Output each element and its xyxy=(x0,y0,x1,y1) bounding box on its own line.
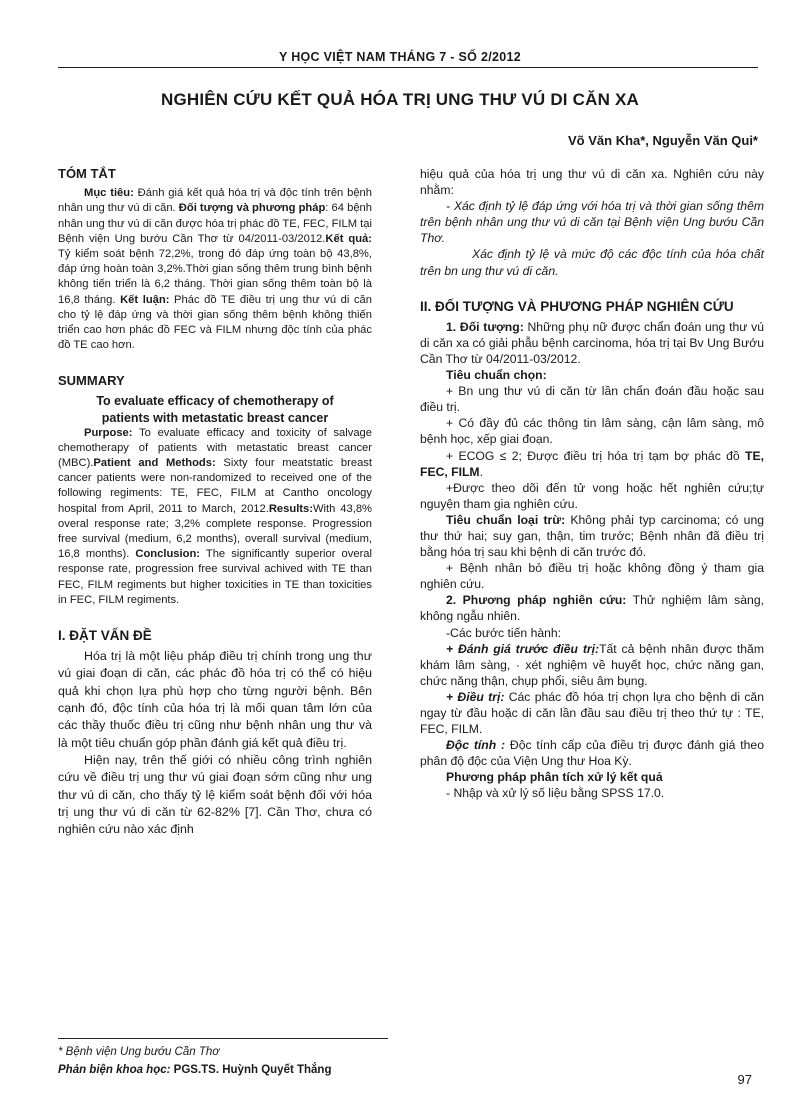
step-1-text: Tất cả bệnh nhân được thăm khám lâm sàng, · xét nghiệm về huyết học, chức năng gan, chức năng thận, chụp phổi, siêu âm bụng. xyxy=(420,641,764,688)
paper-title: NGHIÊN CỨU KẾT QUẢ HÓA TRỊ UNG THƯ VÚ DI CĂN XA xyxy=(160,90,640,109)
right-column xyxy=(420,166,764,802)
summary-results-label: Results: xyxy=(268,502,313,515)
footnote-rule xyxy=(58,1038,388,1039)
toxicity-text: Độc tính cấp của điều trị được đánh giá theo phân độ độc của Viện Ung thư Hoa Kỳ. xyxy=(420,738,764,769)
objective-1: - Xác định tỷ lệ đáp ứng với hóa trị và thời gian sống thêm trên bệnh nhân ung thư vú di căn tại Bệnh viện Ung bướu Cần Thơ. xyxy=(420,199,764,246)
method-text: Thử nghiệm lâm sàng, không ngẫu nhiên. xyxy=(420,593,764,624)
toxicity-paragraph xyxy=(420,737,764,769)
page-number: 97 xyxy=(737,1072,752,1087)
summary-title-line2: patients with metastatic breast cancer xyxy=(101,410,329,425)
exclusion-text: Không phải typ carcinoma; có ung thư thứ hai; suy gan, thận, tim trước; Bệnh nhân đã điều trị bằng hóa trị sau khi bệnh di căn trước đó. xyxy=(420,512,765,560)
summary-title-line1: To evaluate efficacy of chemotherapy of xyxy=(96,394,334,409)
summary-conclusion-label: Conclusion: xyxy=(135,548,201,561)
steps-heading: -Các bước tiến hành: xyxy=(446,625,562,640)
left-column xyxy=(58,166,372,838)
objective-2: Xác định tỷ lệ và mức độ các độc tính của hóa chất trên bn ung thư vú di căn. xyxy=(420,247,764,278)
subjects-text: Những phụ nữ được chẩn đoán ung thư vú di căn xa có giải phẫu bệnh carcinoma, hóa trị tại Bv Ung Bướu Cần Thơ từ 04/2011-03/2012. xyxy=(420,319,764,366)
affiliation-footnote: * Bệnh viện Ung bướu Cần Thơ xyxy=(58,1046,220,1058)
toxicity-label: Độc tính : xyxy=(446,738,506,753)
step-1-paragraph xyxy=(420,641,764,689)
summary-results-text: With 43,8% overal response rate; 3,2% complete response. Progression free survival (medium, 6,2 months), overall survival (medium, 16,8 months). xyxy=(58,502,372,561)
summary-conclusion-text: The significantly superior overal response rate, progression free survival achived with TE than FEC, FILM regiments but higher toxicities in TE than toxicities in FEC, FILM regiments. xyxy=(58,548,372,606)
step-2-paragraph xyxy=(420,689,764,737)
inclusion-item-3 xyxy=(420,448,764,480)
step-2-text: Các phác đồ hóa trị chọn lựa cho bệnh di căn ngay từ đầu hoặc di căn lần đầu sau điều trị theo thứ tự : TE, FEC, FILM. xyxy=(420,689,764,737)
subjects-paragraph xyxy=(420,319,764,367)
abstract-vi-results-label: Kết quả: xyxy=(325,232,372,245)
inclusion-item-1: + Bn ung thư vú di căn từ lần chẩn đoán đầu hoặc sau điều trị. xyxy=(420,384,764,415)
abstract-vi-objective-text: Đánh giá kết quả hóa trị và độc tính trên bệnh nhân ung thư vú di căn. xyxy=(58,187,372,215)
summary-purpose-label: Purpose: xyxy=(84,426,133,439)
exclusion-label: Tiêu chuẩn loại trừ: xyxy=(446,512,566,527)
abstract-vi-conclusion-label: Kết luận: xyxy=(120,293,170,306)
summary-purpose-text: To evaluate efficacy and toxicity of salvage chemotherapy of patients with metastatic breast cancer (MBC). xyxy=(58,426,372,470)
abstract-vi-methods-label: Đối tượng và phương pháp xyxy=(178,202,326,215)
inclusion-item-3-regimens: TE, FEC, FILM xyxy=(420,448,764,479)
step-1-label: + Đánh giá trước điều trị: xyxy=(446,641,600,656)
header-rule xyxy=(58,67,758,68)
methods-heading: II. ĐỐI TƯỢNG VÀ PHƯƠNG PHÁP NGHIÊN CỨU xyxy=(420,298,734,314)
subjects-label: 1. Đối tượng: xyxy=(446,319,524,334)
inclusion-heading: Tiêu chuẩn chọn: xyxy=(446,368,547,383)
method-label: 2. Phương pháp nghiên cứu: xyxy=(446,593,627,608)
summary-heading: SUMMARY xyxy=(58,373,125,389)
statistics-heading: Phương pháp phân tích xử lý kết quả xyxy=(446,770,663,785)
statistics-text: - Nhập và xử lý số liệu bằng SPSS 17.0. xyxy=(446,786,665,801)
authors: Võ Văn Kha*, Nguyễn Văn Qui* xyxy=(568,133,758,148)
reviewer-footnote xyxy=(58,1064,331,1076)
intro-paragraph-1: Hóa trị là một liệu pháp điều trị chính trong ung thư vú giai đoạn di căn, các phác đồ hóa trị có thể có hiệu quả khi chọn lựa phù hợp cho từng người bệnh. Bên cạnh đó, độc tính của hóa trị là mối quan tâm lớn của các thầy thuốc điều trị cũng như bệnh nhân ung thư và là một tiêu chuẩn góp phần đánh giá kết quả điều trị. xyxy=(58,649,372,750)
summary-body xyxy=(58,426,372,608)
abstract-vi-body xyxy=(58,186,372,353)
intro-paragraph-2: Hiện nay, trên thế giới có nhiều công trình nghiên cứu về điều trị ung thư vú giai đoạn sớm cũng như ung thư vú di căn, cho thấy tỷ lệ kiểm soát bệnh đối với hóa trị ung thư vú di căn từ 62-82% [7]. Cần Thơ, chưa có nghiên cứu nào xác định xyxy=(58,752,372,837)
summary-methods-text: Sixty four meatstatic breast cancer patients were non-randomized to received one of the following regiments: TE, FEC, FILM at Cantho oncology hospital from April, 2011 to March, 2012. xyxy=(58,457,372,515)
inclusion-item-3-end: . xyxy=(479,464,483,479)
method-paragraph xyxy=(420,592,764,624)
abstract-vi-conclusion-text: Phác đồ TE điều trị ung thư vú di căn cho tỷ lệ đáp ứng và thời gian sống thêm bệnh không thiến triển cao hơn phác đồ FEC và FILM nhưng độc tính của phác đồ TE cao hơn. xyxy=(58,293,372,352)
exclusion-paragraph xyxy=(420,512,764,560)
abstract-vi-objective-label: Mục tiêu: xyxy=(84,187,134,200)
step-2-label: + Điều trị: xyxy=(446,689,505,704)
intro-paragraph-3: hiệu quả của hóa trị ung thư vú di căn xa. Nghiên cứu này nhằm: xyxy=(420,167,764,198)
running-head: Y HỌC VIỆT NAM THÁNG 7 - SỐ 2/2012 xyxy=(279,50,521,64)
inclusion-item-3-text: + ECOG ≤ 2; Được điều trị hóa trị tạm bợ phác đồ xyxy=(446,448,746,463)
intro-heading: I. ĐẶT VẤN ĐỀ xyxy=(58,628,152,644)
reviewer-name: PGS.TS. Huỳnh Quyết Thắng xyxy=(170,1064,332,1076)
abstract-vi-heading: TÓM TẮT xyxy=(58,166,116,181)
inclusion-item-4: +Được theo dõi đến tử vong hoặc hết nghiên cứu;tự nguyện tham gia nghiên cứu. xyxy=(420,480,764,511)
abstract-vi-methods-text: : 64 bệnh nhân ung thư vú di căn được hóa trị phác đồ TE, FEC, FILM tại Bệnh viện Ung bướu Cần Thơ từ 04/2011-03/2012. xyxy=(58,202,372,245)
summary-methods-label: Patient and Methods: xyxy=(93,457,216,470)
inclusion-item-2: + Có đầy đủ các thông tin lâm sàng, cận lâm sàng, mô bệnh học, xếp giai đoạn. xyxy=(420,416,764,447)
exclusion-item-2: + Bệnh nhân bỏ điều trị hoặc không đồng ý tham gia nghiên cứu. xyxy=(420,561,764,592)
reviewer-label: Phản biện khoa học: xyxy=(58,1064,171,1076)
abstract-vi-results-text: Tỷ kiểm soát bệnh 72,2%, trong đó đáp ứng toàn bộ 43,8%, đáp ứng hoàn toàn 3,2%.Thời gian sống thêm trung bình bệnh không tiến triển là 6,2 tháng. Thời gian sống thêm toàn bộ là 16,8 tháng. xyxy=(58,247,372,306)
